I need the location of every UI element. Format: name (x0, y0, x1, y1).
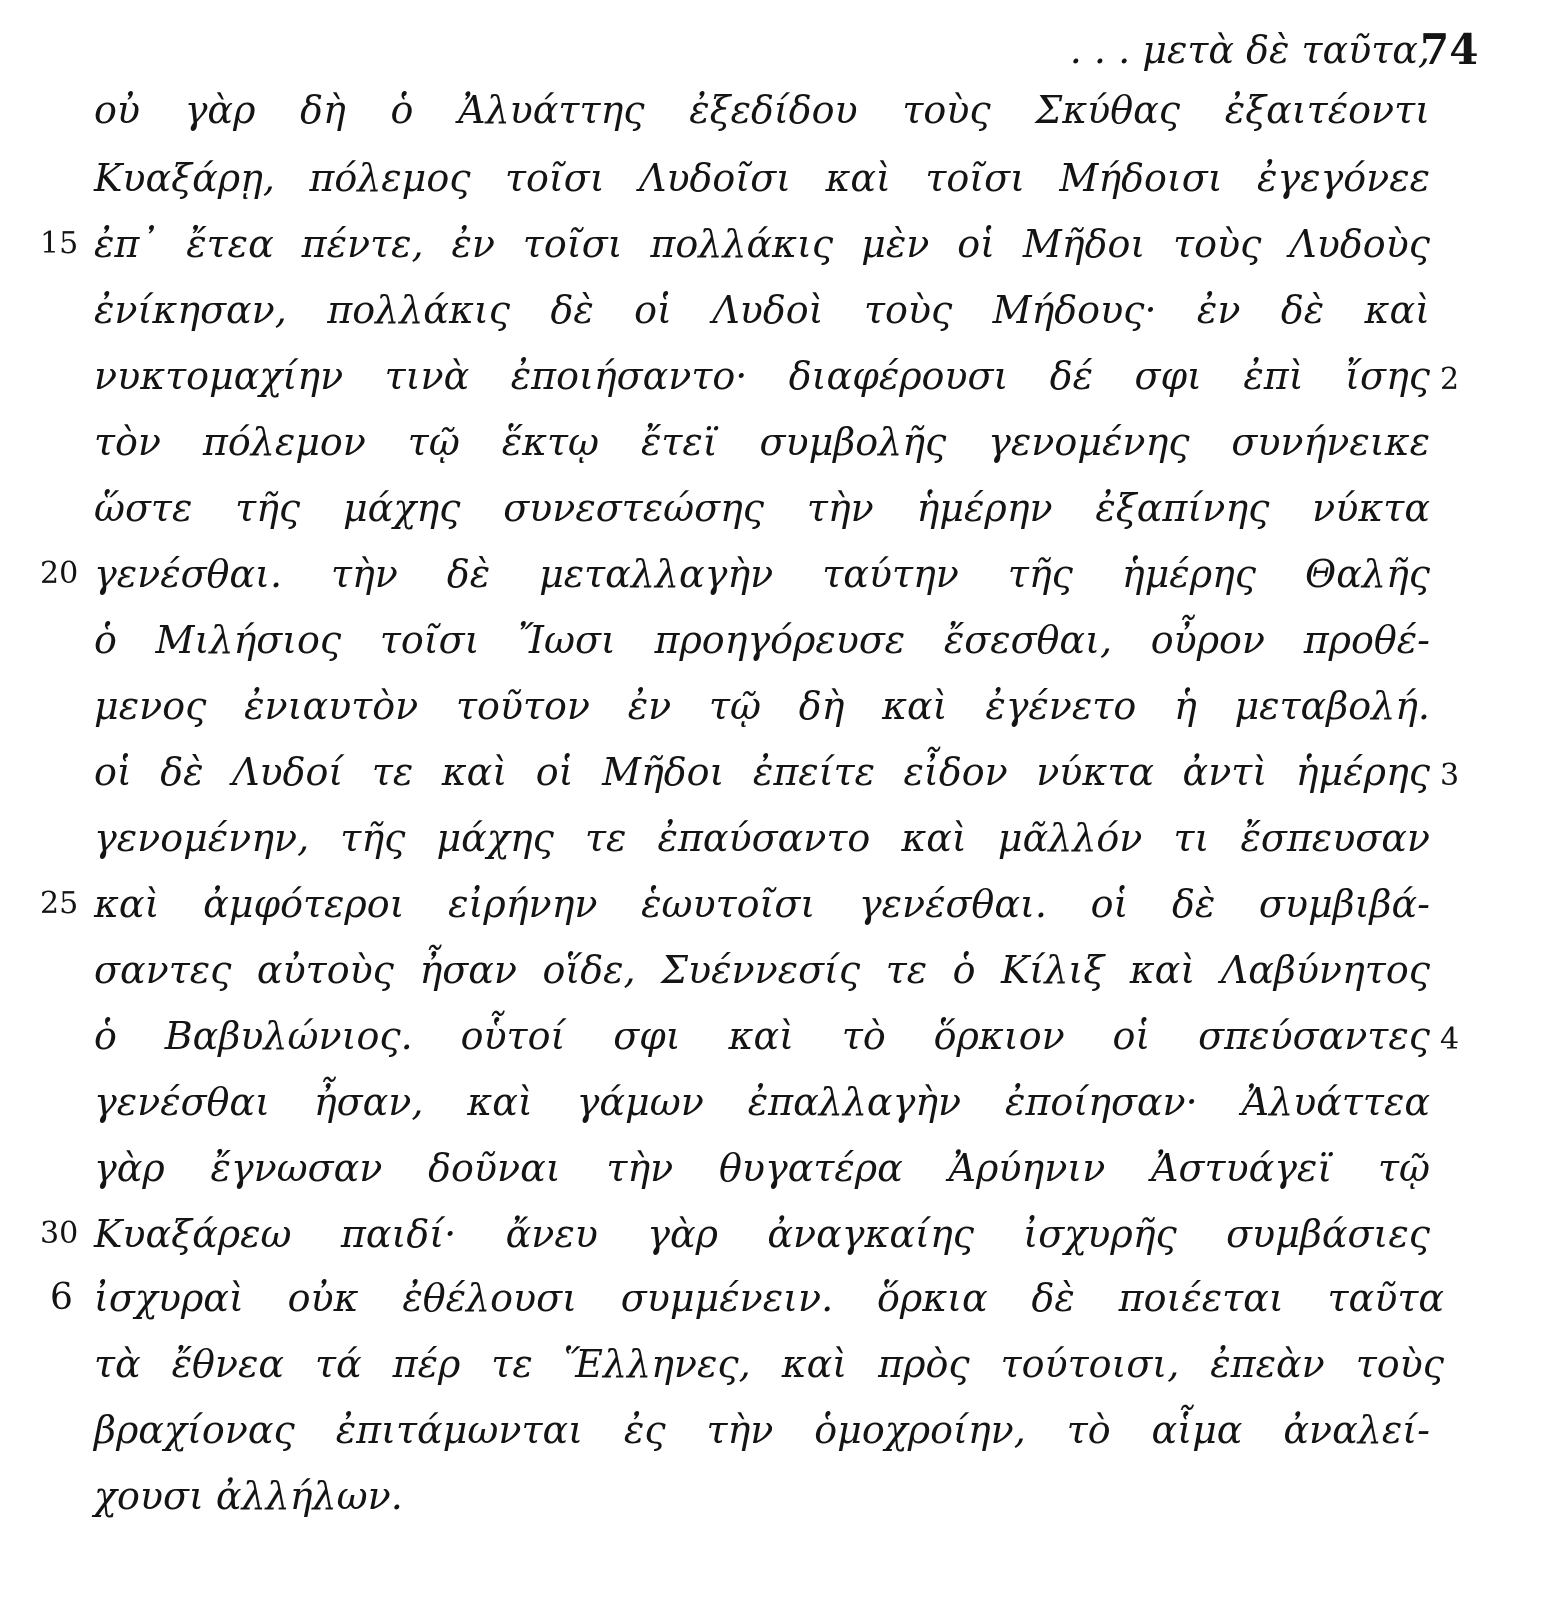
line-number-15: 15 (40, 226, 79, 261)
line-text: τὰ ἔθνεα τά πέρ τε Ἕλληνες, καὶ πρὸς τούτοισι, ἐπεὰν τοὺς (94, 1342, 1444, 1386)
text-line-17 (94, 1072, 1430, 1132)
section-number-2: 2 (1440, 362, 1460, 397)
chapter-number: 74 (1420, 25, 1479, 74)
line-text: οὐ γὰρ δὴ ὁ Ἀλυάττης ἐξεδίδου τοὺς Σκύθας ἐξαιτέοντι (94, 88, 1430, 132)
text-line-11 (94, 676, 1430, 736)
line-number-30: 30 (40, 1216, 79, 1251)
text-line-10 (94, 610, 1430, 670)
text-line-12 (94, 742, 1430, 802)
line-text: βραχίονας ἐπιτάμωνται ἐς τὴν ὁμοχροίην, τὸ αἷμα ἀναλεί- (94, 1408, 1430, 1452)
line-text: μενος ἐνιαυτὸν τοῦτον ἐν τῷ δὴ καὶ ἐγένετο ἡ μεταβολή. (94, 684, 1430, 728)
text-line-18 (94, 1138, 1430, 1198)
line-text: Κυαξάρῃ, πόλεμος τοῖσι Λυδοῖσι καὶ τοῖσι Μήδοισι ἐγεγόνεε (94, 156, 1430, 200)
text-line-1 (94, 20, 1430, 80)
section-number-3: 3 (1440, 758, 1460, 793)
line-text: . . . μετὰ δὲ ταῦτα, (1057, 28, 1430, 72)
line-text: ὥστε τῆς μάχης συνεστεώσης τὴν ἡμέρην ἐξαπίνης νύκτα (94, 486, 1430, 530)
line-text: τὸν πόλεμον τῷ ἕκτῳ ἔτεϊ συμβολῆς γενομένης συνήνεικε (94, 420, 1430, 464)
line-text: καὶ ἀμφότεροι εἰρήνην ἑωυτοῖσι γενέσθαι. οἱ δὲ συμβιβά- (94, 882, 1430, 926)
line-text: γὰρ ἔγνωσαν δοῦναι τὴν θυγατέρα Ἀρύηνιν Ἀστυάγεϊ τῷ (94, 1146, 1430, 1190)
line-text: γενομένην, τῆς μάχης τε ἐπαύσαντο καὶ μᾶλλόν τι ἔσπευσαν (94, 816, 1430, 860)
line-text: Κυαξάρεω παιδί· ἄνευ γὰρ ἀναγκαίης ἰσχυρῆς συμβάσιες (94, 1212, 1430, 1256)
text-line-20 (94, 1268, 1444, 1328)
line-text: ἐπ᾽ ἔτεα πέντε, ἐν τοῖσι πολλάκις μὲν οἱ Μῆδοι τοὺς Λυδοὺς (94, 222, 1430, 266)
text-line-13 (94, 808, 1430, 868)
text-line-9 (94, 544, 1430, 604)
text-line-14 (94, 874, 1430, 934)
text-line-16 (94, 1006, 1430, 1066)
line-text: ἰσχυραὶ οὐκ ἐθέλουσι συμμένειν. ὅρκια δὲ ποιέεται ταῦτα (94, 1276, 1444, 1320)
line-number-25: 25 (40, 886, 79, 921)
line-text: ἐνίκησαν, πολλάκις δὲ οἱ Λυδοὶ τοὺς Μήδους· ἐν δὲ καὶ (94, 288, 1430, 332)
line-number-20: 20 (40, 556, 79, 591)
line-text: ὁ Μιλήσιος τοῖσι Ἴωσι προηγόρευσε ἔσεσθαι, οὖρον προθέ- (94, 618, 1430, 662)
line-text: σαντες αὐτοὺς ἦσαν οἵδε, Συέννεσίς τε ὁ Κίλιξ καὶ Λαβύνητος (94, 948, 1430, 992)
text-line-2 (94, 80, 1430, 140)
text-line-23 (94, 1466, 1430, 1526)
line-text: οἱ δὲ Λυδοί τε καὶ οἱ Μῆδοι ἐπείτε εἶδον νύκτα ἀντὶ ἡμέρης (94, 750, 1430, 794)
text-line-21 (94, 1334, 1444, 1394)
line-text: ὁ Βαβυλώνιος. οὗτοί σφι καὶ τὸ ὅρκιον οἱ σπεύσαντες (94, 1014, 1430, 1058)
text-line-3 (94, 148, 1430, 208)
section-number-4: 4 (1440, 1022, 1460, 1057)
line-text: γενέσθαι ἦσαν, καὶ γάμων ἐπαλλαγὴν ἐποίησαν· Ἀλυάττεα (94, 1080, 1430, 1124)
text-line-6 (94, 346, 1430, 406)
line-text: γενέσθαι. τὴν δὲ μεταλλαγὴν ταύτην τῆς ἡμέρης Θαλῆς (94, 552, 1430, 596)
text-line-5 (94, 280, 1430, 340)
text-line-22 (94, 1400, 1430, 1460)
section-number-6: 6 (50, 1277, 73, 1318)
text-line-4 (94, 214, 1430, 274)
line-text: νυκτομαχίην τινὰ ἐποιήσαντο· διαφέρουσι δέ σφι ἐπὶ ἴσης (94, 354, 1430, 398)
text-line-7 (94, 412, 1430, 472)
text-line-19 (94, 1204, 1430, 1264)
text-line-15 (94, 940, 1430, 1000)
line-text: χουσι ἀλλήλων. (94, 1474, 403, 1518)
text-line-8 (94, 478, 1430, 538)
